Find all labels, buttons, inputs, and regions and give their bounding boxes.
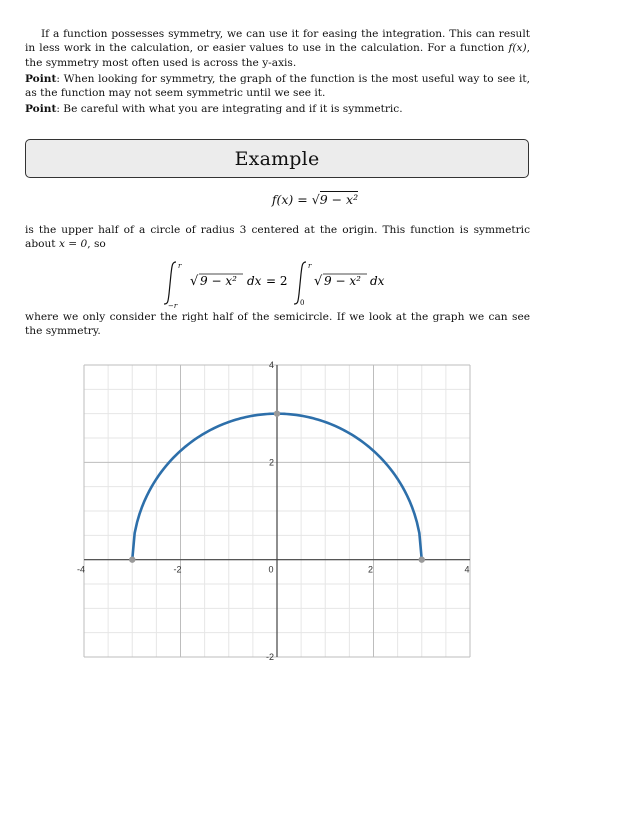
intro-text-after: , the symmetry most often used is across the y-axis. — [25, 42, 530, 69]
function-lhs: f(x) = — [271, 192, 312, 207]
x-tick-label: -4 — [76, 564, 86, 575]
point-1-text: : When looking for symmetry, the graph of the function is the most useful way to see it, as the function may not seem symmetric until we see it. — [25, 73, 530, 100]
integral-right-lower: 0 — [300, 299, 305, 307]
conclusion-text: where we only consider the right half of the semicircle. If we look at the graph we can see the symmetry. — [25, 311, 530, 338]
function-rhs: 9 − x² — [319, 192, 359, 207]
point-2-label: Point — [25, 103, 57, 115]
x-tick-label: 0 — [268, 564, 274, 575]
integrand-right: 9 − x² — [324, 274, 361, 288]
integral-left-lower: −r — [168, 302, 178, 308]
x-tick-label: 4 — [464, 564, 470, 575]
sqrt-right-symbol: √ — [314, 274, 323, 289]
x-tick-label: -2 — [173, 564, 182, 575]
integral-left-upper: r — [178, 262, 182, 270]
radius-value: 3 — [239, 224, 247, 236]
intro-function: f(x) — [508, 42, 527, 55]
integrand-left: 9 − x² — [200, 274, 237, 288]
y-tick-label: 4 — [268, 360, 274, 370]
y-tick-label: 2 — [268, 457, 274, 468]
dx-left: dx — [247, 274, 262, 288]
dx-right: dx — [370, 274, 385, 288]
intro-text-before: If a function possesses symmetry, we can use it for easing the integration. This can result in less work in the calculation, or easier values to use in the calculation. For a function — [25, 28, 530, 55]
example-title: Example — [234, 147, 320, 170]
description-part3: , so — [87, 238, 106, 251]
point-1-label: Point — [25, 73, 57, 85]
x-tick-label: 2 — [367, 564, 374, 575]
sqrt-left-symbol: √ — [190, 274, 199, 289]
integral-right-upper: r — [308, 262, 312, 270]
description-part2: centered at the origin. This function is symmetric about — [25, 224, 530, 251]
curve-point — [129, 556, 135, 562]
y-tick-label: -2 — [265, 652, 274, 662]
curve-point — [274, 410, 280, 416]
equals-two: = 2 — [266, 274, 288, 288]
symmetry-axis: x = 0 — [58, 238, 88, 251]
point-2-text: : Be careful with what you are integrating and if it is symmetric. — [56, 103, 403, 115]
description-part1: is the upper half of a circle of radius — [25, 224, 240, 236]
sqrt-symbol: √ — [311, 192, 320, 207]
curve-point — [419, 556, 425, 562]
